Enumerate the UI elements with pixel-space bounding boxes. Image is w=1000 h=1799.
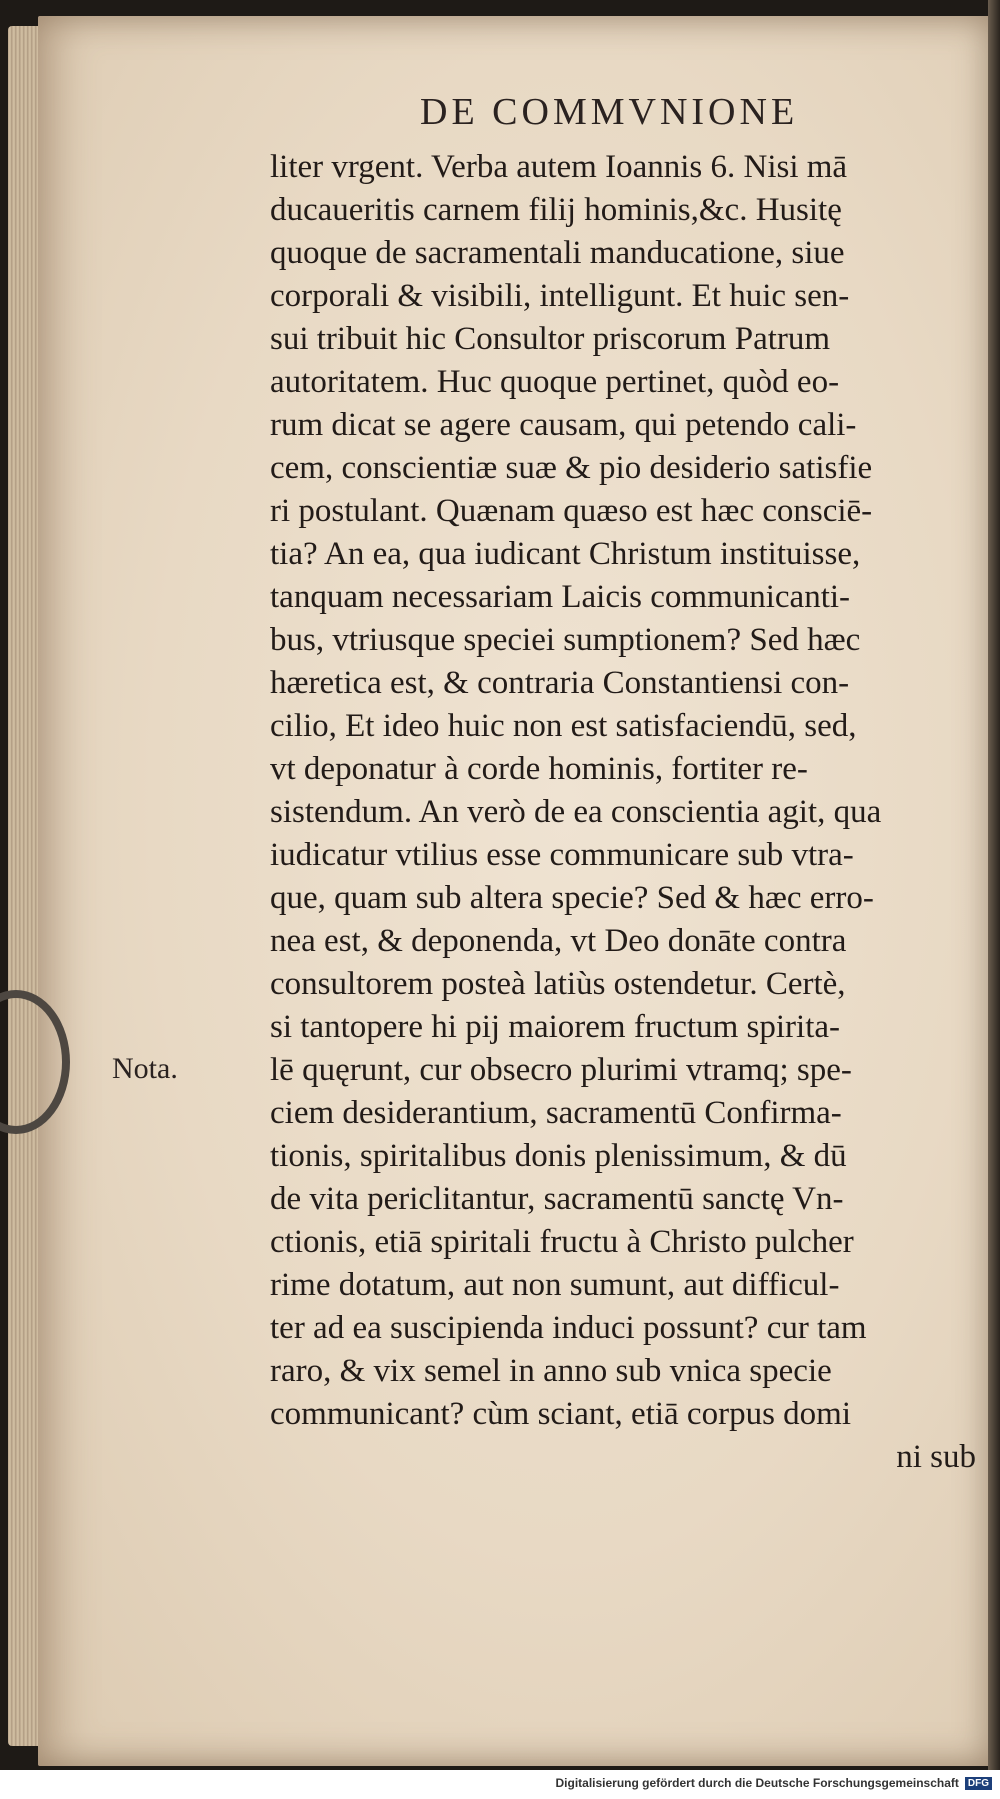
text-line: rime dotatum, aut non sumunt, aut difficul- — [270, 1267, 840, 1303]
text-line: nea est, & deponenda, vt Deo donāte contra — [270, 923, 847, 959]
funding-credit — [555, 1776, 992, 1790]
text-line: sui tribuit hic Consultor priscorum Patrum — [270, 321, 831, 357]
text-line: de vita periclitantur, sacramentū sanctę Vn- — [270, 1181, 844, 1217]
text-line: consultorem posteà latiùs ostendetur. Certè, — [270, 966, 846, 1002]
running-title: DE COMMVNIONE — [420, 91, 799, 133]
catchword: ni sub — [896, 1439, 976, 1475]
text-line: iudicatur vtilius esse communicare sub vtra- — [270, 837, 854, 873]
main-text-block — [270, 146, 990, 1479]
text-line: sistendum. An verò de ea conscientia agit, qua — [270, 794, 882, 830]
text-line: liter vrgent. Verba autem Ioannis 6. Nisi mā — [270, 149, 848, 185]
margin-note: Nota. — [112, 1052, 178, 1085]
text-line: tionis, spiritalibus donis plenissimum, & dū — [270, 1138, 847, 1174]
text-line: cilio, Et ideo huic non est satisfaciendū, sed, — [270, 708, 857, 744]
text-line: ctionis, etiā spiritali fructu à Christo pulcher — [270, 1224, 854, 1260]
text-line: raro, & vix semel in anno sub vnica specie — [270, 1353, 832, 1389]
text-line: corporali & visibili, intelligunt. Et huic sen- — [270, 278, 850, 314]
text-line: communicant? cùm sciant, etiā corpus domi — [270, 1396, 851, 1432]
text-line: ducaueritis carnem filij hominis,&c. Husitę — [270, 192, 842, 228]
text-line: autoritatem. Huc quoque pertinet, quòd eo- — [270, 364, 840, 400]
text-line: rum dicat se agere causam, qui petendo cali- — [270, 407, 857, 443]
credit-text: Digitalisierung gefördert durch die Deutsche Forschungsgemeinschaft — [555, 1776, 959, 1790]
text-line: quoque de sacramentali manducatione, siue — [270, 235, 845, 271]
text-line: vt deponatur à corde hominis, fortiter re- — [270, 751, 808, 787]
dfg-logo-icon: DFG — [965, 1777, 992, 1790]
text-line: ciem desiderantium, sacramentū Confirma- — [270, 1095, 842, 1131]
text-line: hæretica est, & contraria Constantiensi con- — [270, 665, 850, 701]
text-line: que, quam sub altera specie? Sed & hæc erro- — [270, 880, 874, 916]
book-page-edges — [8, 26, 42, 1746]
text-line: lē quęrunt, cur obsecro plurimi vtramq; spe- — [270, 1052, 852, 1088]
text-line: ter ad ea suscipienda induci possunt? cur tam — [270, 1310, 867, 1346]
footer-bar — [0, 1770, 1000, 1799]
text-line: cem, conscientiæ suæ & pio desiderio satisfie — [270, 450, 873, 486]
text-line: si tantopere hi pij maiorem fructum spirita- — [270, 1009, 841, 1045]
text-line: tia? An ea, qua iudicant Christum instituisse, — [270, 536, 861, 572]
text-line: bus, vtriusque speciei sumptionem? Sed hæc — [270, 622, 861, 658]
text-line: tanquam necessariam Laicis communicanti- — [270, 579, 851, 615]
text-line: ri postulant. Quænam quæso est hæc consciē- — [270, 493, 873, 529]
